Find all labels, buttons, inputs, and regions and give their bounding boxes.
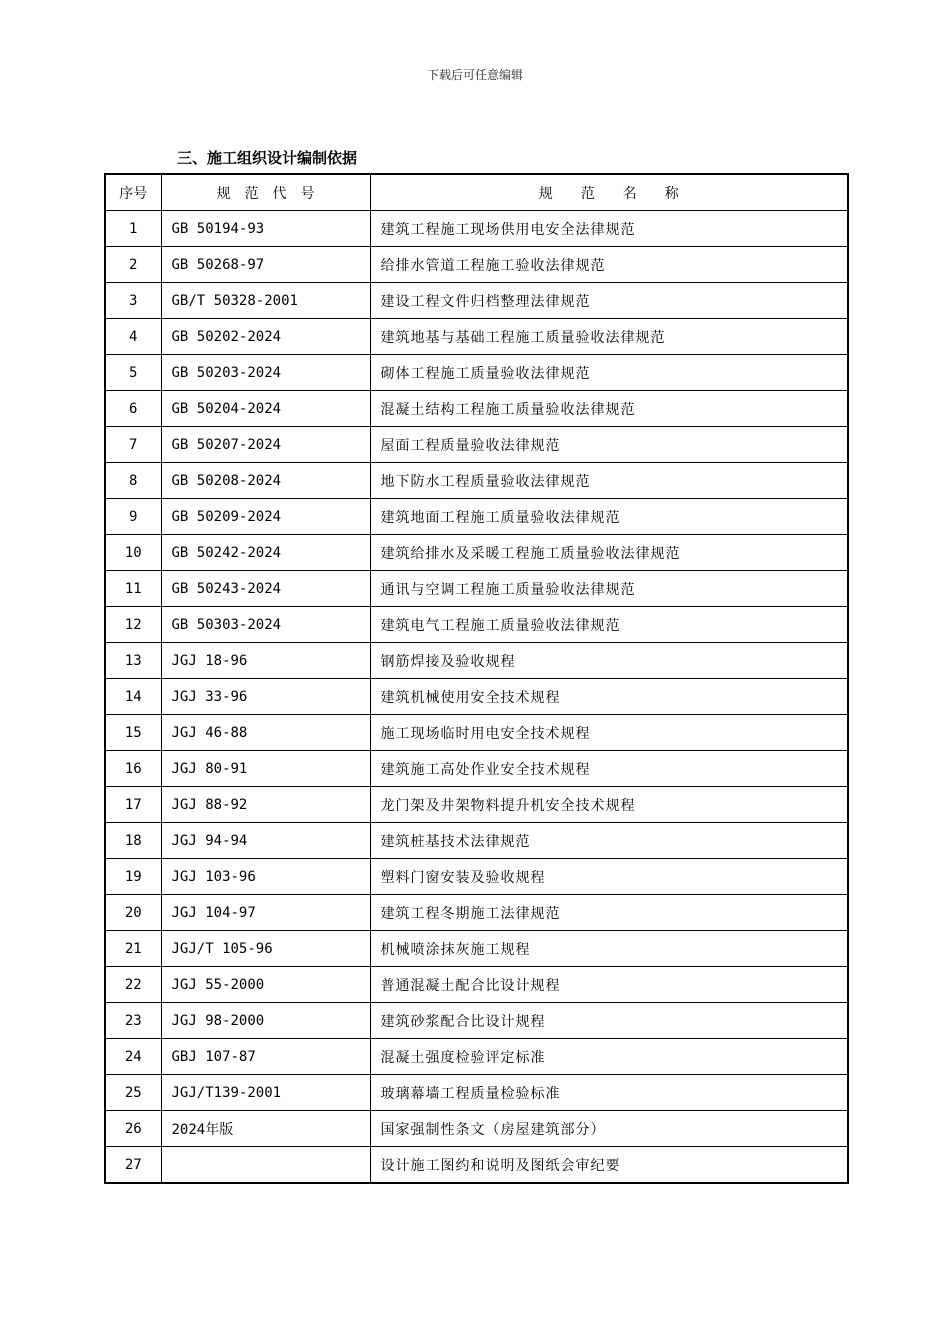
table-row (105, 535, 848, 571)
row-spec-code: JGJ/T 105-96 (161, 931, 370, 967)
row-spec-code: GB 50194-93 (161, 211, 370, 247)
row-spec-code: GB 50268-97 (161, 247, 370, 283)
table-row (105, 247, 848, 283)
table-row (105, 607, 848, 643)
row-spec-name: 通讯与空调工程施工质量验收法律规范 (370, 571, 848, 607)
row-spec-name: 钢筋焊接及验收规程 (370, 643, 848, 679)
row-spec-code: JGJ 18-96 (161, 643, 370, 679)
row-spec-name: 建筑工程冬期施工法律规范 (370, 895, 848, 931)
row-spec-code: GB 50202-2024 (161, 319, 370, 355)
table-row (105, 319, 848, 355)
table-row (105, 1075, 848, 1111)
row-serial-number: 19 (105, 859, 161, 895)
row-spec-name: 建筑桩基技术法律规范 (370, 823, 848, 859)
table-row (105, 211, 848, 247)
row-serial-number: 2 (105, 247, 161, 283)
row-spec-name: 施工现场临时用电安全技术规程 (370, 715, 848, 751)
row-spec-name: 塑料门窗安装及验收规程 (370, 859, 848, 895)
table-row (105, 643, 848, 679)
row-serial-number: 16 (105, 751, 161, 787)
row-spec-name: 建筑给排水及采暖工程施工质量验收法律规范 (370, 535, 848, 571)
table-header-row (105, 174, 848, 211)
row-serial-number: 21 (105, 931, 161, 967)
row-spec-code: GB 50209-2024 (161, 499, 370, 535)
row-serial-number: 12 (105, 607, 161, 643)
row-spec-name: 机械喷涂抹灰施工规程 (370, 931, 848, 967)
row-spec-name: 混凝土强度检验评定标准 (370, 1039, 848, 1075)
header-spec-name: 规 范 名 称 (370, 174, 848, 211)
table-row (105, 679, 848, 715)
row-serial-number: 15 (105, 715, 161, 751)
row-spec-code: GB 50204-2024 (161, 391, 370, 427)
table-row (105, 931, 848, 967)
row-serial-number: 20 (105, 895, 161, 931)
table-row (105, 823, 848, 859)
table-row (105, 1111, 848, 1147)
row-spec-code: JGJ/T139-2001 (161, 1075, 370, 1111)
row-spec-code: GB 50242-2024 (161, 535, 370, 571)
row-serial-number: 18 (105, 823, 161, 859)
table-row (105, 751, 848, 787)
row-spec-code: JGJ 55-2000 (161, 967, 370, 1003)
row-spec-name: 国家强制性条文（房屋建筑部分） (370, 1111, 848, 1147)
row-spec-code: JGJ 80-91 (161, 751, 370, 787)
row-serial-number: 4 (105, 319, 161, 355)
row-spec-code: GB 50208-2024 (161, 463, 370, 499)
row-spec-name: 建筑机械使用安全技术规程 (370, 679, 848, 715)
row-serial-number: 23 (105, 1003, 161, 1039)
row-spec-code: JGJ 98-2000 (161, 1003, 370, 1039)
row-spec-name: 建设工程文件归档整理法律规范 (370, 283, 848, 319)
row-spec-name: 地下防水工程质量验收法律规范 (370, 463, 848, 499)
table-row (105, 463, 848, 499)
row-spec-name: 龙门架及井架物料提升机安全技术规程 (370, 787, 848, 823)
table-row (105, 787, 848, 823)
row-serial-number: 13 (105, 643, 161, 679)
table-row (105, 1039, 848, 1075)
row-spec-name: 玻璃幕墙工程质量检验标准 (370, 1075, 848, 1111)
row-serial-number: 27 (105, 1147, 161, 1184)
table-row (105, 571, 848, 607)
header-spec-code: 规 范 代 号 (161, 174, 370, 211)
table-row (105, 1003, 848, 1039)
row-serial-number: 6 (105, 391, 161, 427)
row-serial-number: 26 (105, 1111, 161, 1147)
row-serial-number: 3 (105, 283, 161, 319)
row-spec-code: JGJ 46-88 (161, 715, 370, 751)
row-spec-name: 给排水管道工程施工验收法律规范 (370, 247, 848, 283)
row-spec-code: JGJ 94-94 (161, 823, 370, 859)
row-spec-name: 混凝土结构工程施工质量验收法律规范 (370, 391, 848, 427)
table-row (105, 715, 848, 751)
row-serial-number: 17 (105, 787, 161, 823)
specification-table (104, 173, 849, 1184)
row-spec-code: GB 50303-2024 (161, 607, 370, 643)
row-spec-name: 普通混凝土配合比设计规程 (370, 967, 848, 1003)
table-row (105, 355, 848, 391)
row-spec-name: 建筑砂浆配合比设计规程 (370, 1003, 848, 1039)
table-row (105, 499, 848, 535)
row-serial-number: 8 (105, 463, 161, 499)
row-spec-code: JGJ 33-96 (161, 679, 370, 715)
row-spec-name: 建筑施工高处作业安全技术规程 (370, 751, 848, 787)
row-spec-code: GB 50207-2024 (161, 427, 370, 463)
row-spec-name: 设计施工图约和说明及图纸会审纪要 (370, 1147, 848, 1184)
table-row (105, 283, 848, 319)
table-row (105, 895, 848, 931)
row-spec-name: 砌体工程施工质量验收法律规范 (370, 355, 848, 391)
row-spec-name: 建筑工程施工现场供用电安全法律规范 (370, 211, 848, 247)
table-row (105, 391, 848, 427)
row-spec-code: 2024年版 (161, 1111, 370, 1147)
row-serial-number: 7 (105, 427, 161, 463)
row-serial-number: 10 (105, 535, 161, 571)
table-row (105, 859, 848, 895)
row-serial-number: 24 (105, 1039, 161, 1075)
row-serial-number: 1 (105, 211, 161, 247)
row-spec-name: 建筑地面工程施工质量验收法律规范 (370, 499, 848, 535)
row-spec-code: GBJ 107-87 (161, 1039, 370, 1075)
row-spec-name: 建筑地基与基础工程施工质量验收法律规范 (370, 319, 848, 355)
row-spec-code: JGJ 104-97 (161, 895, 370, 931)
row-serial-number: 11 (105, 571, 161, 607)
table-row (105, 967, 848, 1003)
row-spec-name: 屋面工程质量验收法律规范 (370, 427, 848, 463)
row-serial-number: 9 (105, 499, 161, 535)
row-spec-code: GB/T 50328-2001 (161, 283, 370, 319)
row-serial-number: 5 (105, 355, 161, 391)
row-spec-code: GB 50243-2024 (161, 571, 370, 607)
row-spec-code: JGJ 88-92 (161, 787, 370, 823)
section-title: 三、施工组织设计编制依据 (177, 149, 358, 167)
row-spec-code (161, 1147, 370, 1184)
row-serial-number: 14 (105, 679, 161, 715)
row-serial-number: 25 (105, 1075, 161, 1111)
row-spec-name: 建筑电气工程施工质量验收法律规范 (370, 607, 848, 643)
row-spec-code: GB 50203-2024 (161, 355, 370, 391)
table-row (105, 427, 848, 463)
table-row (105, 1147, 848, 1184)
header-serial-number: 序号 (105, 174, 161, 211)
row-serial-number: 22 (105, 967, 161, 1003)
page-header-note: 下载后可任意编辑 (426, 68, 523, 82)
row-spec-code: JGJ 103-96 (161, 859, 370, 895)
